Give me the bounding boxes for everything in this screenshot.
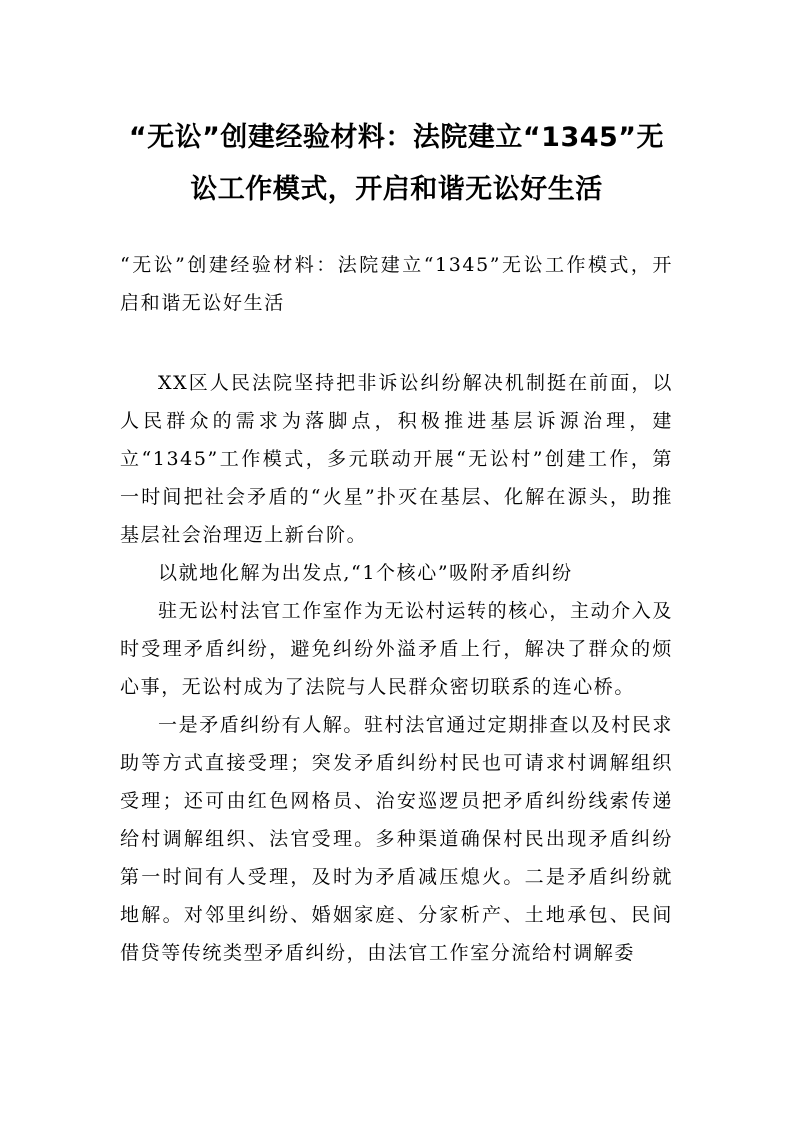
section-heading: 以就地化解为出发点,“1个核心”吸附矛盾纠纷 <box>158 562 573 584</box>
document-subtitle: “无讼”创建经验材料：法院建立“1345”无讼工作模式，开启和谐无讼好生活 <box>120 254 673 314</box>
body-paragraph-2: 驻无讼村法官工作室作为无讼村运转的核心，主动介入及时受理矛盾纠纷，避免纠纷外溢矛盾上行，解决了群众的烦心事，无讼村成为了法院与人民群众密切联系的连心桥。 <box>120 600 674 698</box>
body-paragraph-3: 一是矛盾纠纷有人解。驻村法官通过定期排查以及村民求助等方式直接受理；突发矛盾纠纷村民也可请求村调解组织受理；还可由红色网格员、治安巡逻员把矛盾纠纷线索传递给村调解组织、法官受理。多种渠道确保村民出现矛盾纠纷第一时间有人受理，及时为矛盾减压熄火。二是矛盾纠纷就地解。对邻里纠纷、婚姻家庭、分家析产、土地承包、民间借贷等传统类型矛盾纠纷，由法官工作室分流给村调解委 <box>120 714 674 964</box>
document-title: “无讼”创建经验材料：法院建立“1345”无讼工作模式，开启和谐无讼好生活 <box>128 122 665 205</box>
document-body <box>120 364 673 972</box>
body-paragraph-1: XX区人民法院坚持把非诉讼纠纷解决机制挺在前面，以人民群众的需求为落脚点，积极推进基层诉源治理，建立“1345”工作模式，多元联动开展“无讼村”创建工作，第一时间把社会矛盾的“火星”扑灭在基层、化解在源头，助推基层社会治理迈上新台阶。 <box>120 372 673 546</box>
